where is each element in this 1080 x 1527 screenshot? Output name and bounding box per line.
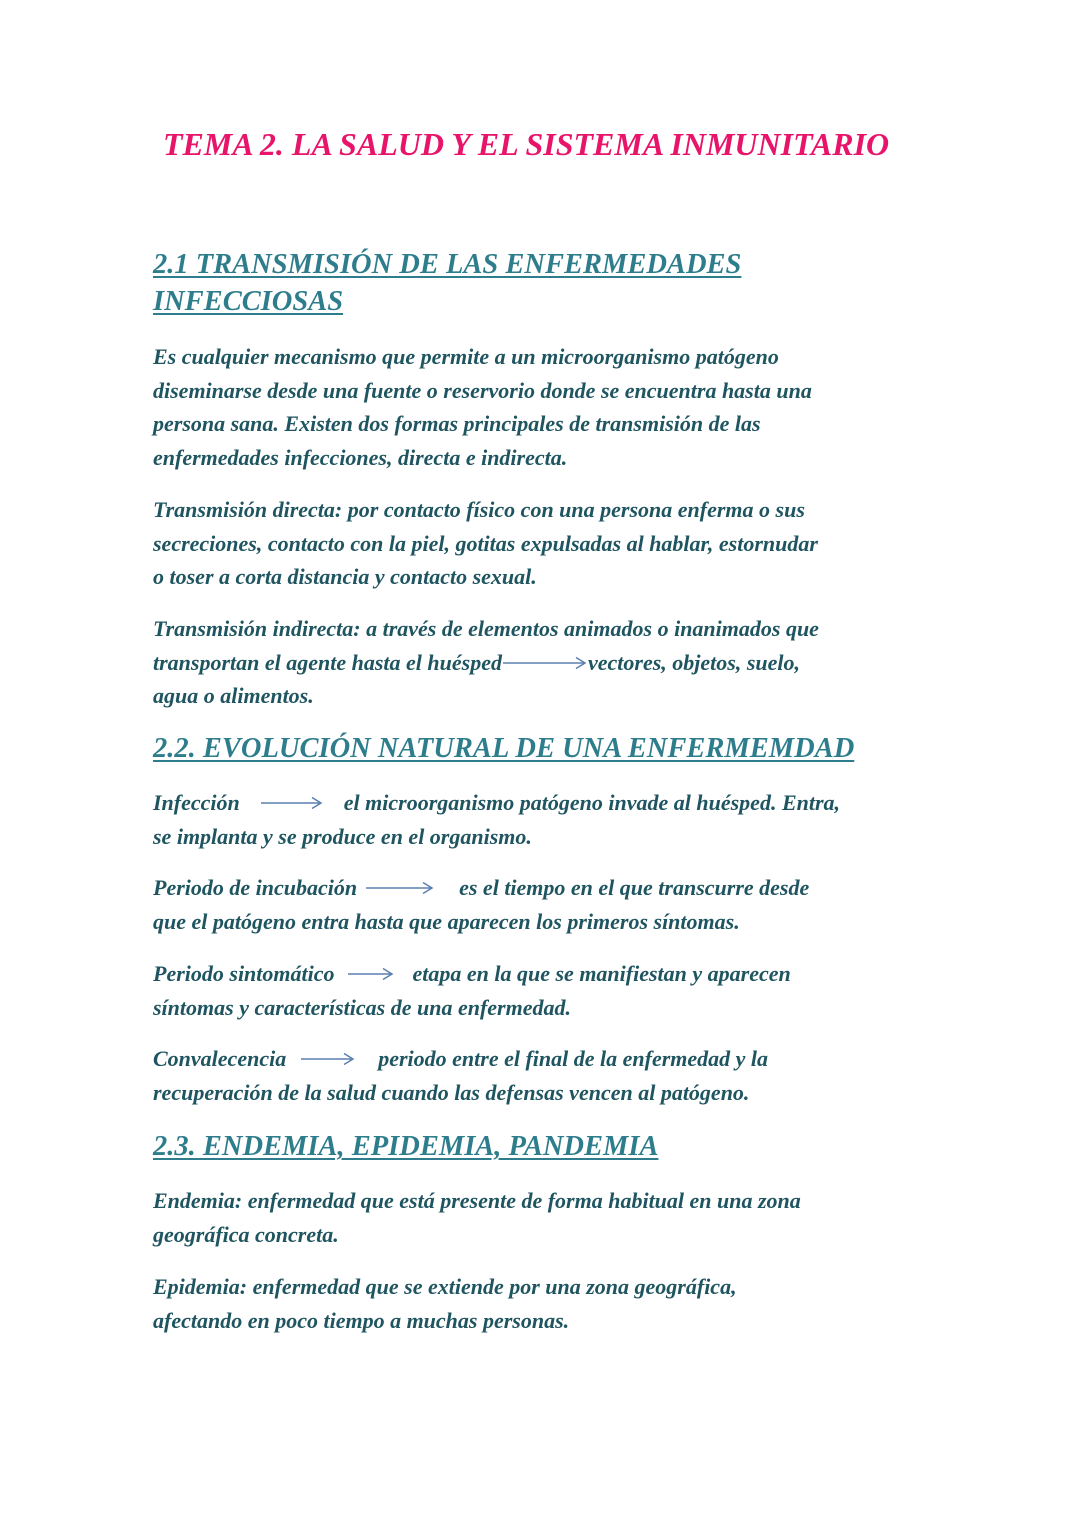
document-title: TEMA 2. LA SALUD Y EL SISTEMA INMUNITARIO xyxy=(163,126,890,162)
long-right-arrow-icon xyxy=(365,881,435,895)
section-heading-endemia: 2.3. ENDEMIA, EPIDEMIA, PANDEMIA xyxy=(153,1131,659,1162)
stage-term: Periodo de incubación xyxy=(153,875,358,900)
text-line: que el patógeno entra hasta que aparecen los primeros síntomas. xyxy=(153,908,740,934)
stage-term: Convalecencia xyxy=(153,1046,287,1071)
text-line: Transmisión directa: por contacto físico con una persona enferma o sus xyxy=(153,497,805,522)
paragraph-epidemia xyxy=(153,1270,943,1337)
text-line: recuperación de la salud cuando las defensas vencen al patógeno. xyxy=(153,1079,750,1105)
stage-term: Periodo sintomático xyxy=(153,961,335,986)
stage-convalecencia xyxy=(153,1042,943,1109)
section-heading-evolucion: 2.2. EVOLUCIÓN NATURAL DE UNA ENFERMEMDAD xyxy=(153,733,855,764)
paragraph-transmission-definition xyxy=(153,340,943,474)
stage-definition: etapa en la que se manifiestan y aparecen xyxy=(412,961,791,986)
paragraph-indirect-transmission xyxy=(153,612,943,713)
long-right-arrow-icon xyxy=(260,796,324,810)
paragraph-endemia xyxy=(153,1184,943,1251)
heading-line: INFECCIOSAS xyxy=(153,286,344,317)
text-segment: vectores, objetos, suelo, xyxy=(587,649,801,675)
stage-infeccion xyxy=(153,786,943,853)
text-segment: transportan el agente hasta el huésped xyxy=(153,649,502,675)
text-line: Epidemia: enfermedad que se extiende por una zona geográfica, xyxy=(153,1274,737,1299)
stage-periodo-sintomatico xyxy=(153,957,943,1024)
text-line: enfermedades infecciones, directa e indirecta. xyxy=(153,444,568,470)
text-line: síntomas y características de una enfermedad. xyxy=(153,994,571,1020)
text-line: persona sana. Existen dos formas principales de transmisión de las xyxy=(153,411,761,437)
text-line xyxy=(153,1042,943,1076)
text-line: Es cualquier mecanismo que permite a un microorganismo patógeno xyxy=(153,344,779,369)
heading-line: 2.1 TRANSMISIÓN DE LAS ENFERMEDADES xyxy=(153,249,742,280)
text-line: geográfica concreta. xyxy=(153,1221,339,1247)
text-line: se implanta y se produce en el organismo. xyxy=(153,823,532,849)
text-line xyxy=(153,786,943,820)
section-heading-transmision xyxy=(153,246,741,320)
text-line: afectando en poco tiempo a muchas personas. xyxy=(153,1307,570,1333)
long-right-arrow-icon xyxy=(300,1052,356,1066)
text-line xyxy=(153,871,943,905)
text-line xyxy=(153,646,943,680)
stage-periodo-incubacion xyxy=(153,871,943,938)
long-right-arrow-icon xyxy=(502,656,588,670)
text-line: Endemia: enfermedad que está presente de forma habitual en una zona xyxy=(153,1188,801,1213)
text-line: o toser a corta distancia y contacto sexual. xyxy=(153,564,537,590)
text-line: diseminarse desde una fuente o reservorio donde se encuentra hasta una xyxy=(153,377,812,403)
stage-definition: el microorganismo patógeno invade al huésped. Entra, xyxy=(343,790,841,815)
text-line: agua o alimentos. xyxy=(153,683,314,709)
long-right-arrow-icon xyxy=(347,967,395,981)
text-line xyxy=(153,957,943,991)
paragraph-direct-transmission xyxy=(153,493,943,594)
text-line: secreciones, contacto con la piel, gotitas expulsadas al hablar, estornudar xyxy=(153,530,818,556)
stage-definition: es el tiempo en el que transcurre desde xyxy=(459,875,810,900)
text-line: Transmisión indirecta: a través de elementos animados o inanimados que xyxy=(153,616,819,641)
stage-definition: periodo entre el final de la enfermedad y la xyxy=(378,1046,769,1071)
stage-term: Infección xyxy=(153,790,240,815)
